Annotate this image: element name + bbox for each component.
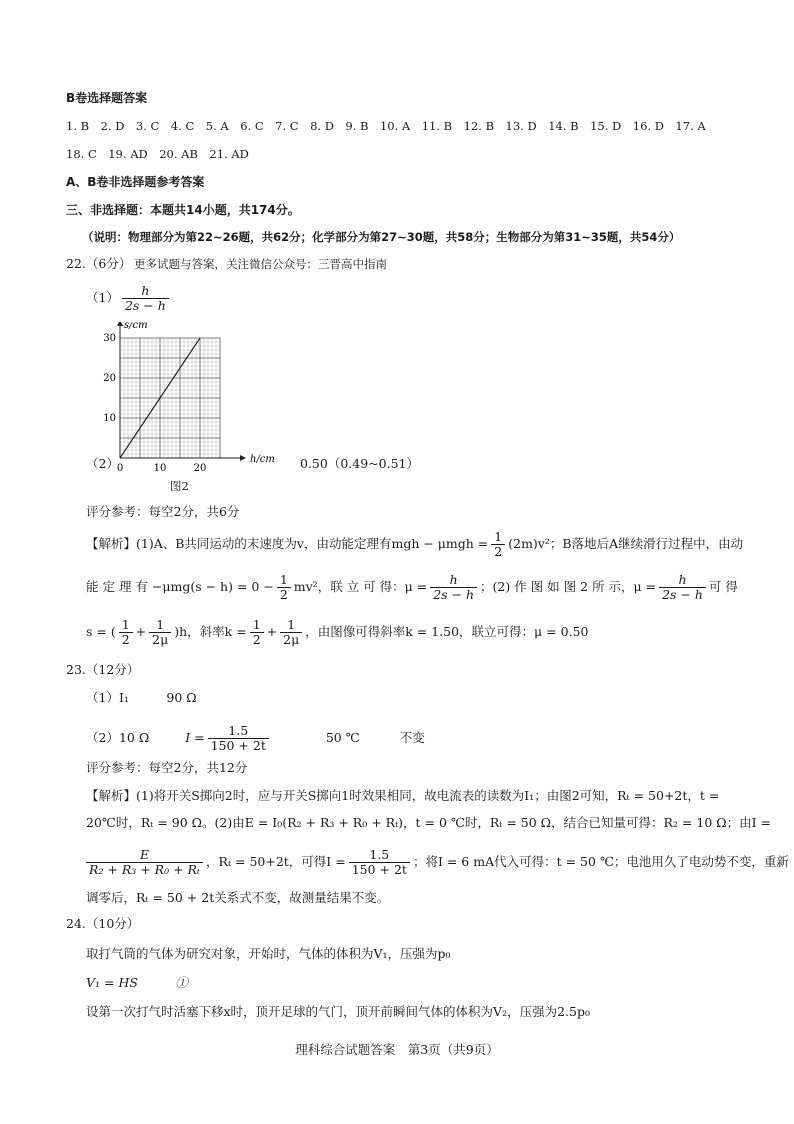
- q22-analysis-line3: [86, 618, 588, 647]
- part-three-heading: 三、非选择题：本题共14小题，共174分。: [66, 203, 300, 217]
- figure-caption: 图2: [170, 479, 189, 493]
- analysis-text: 【解析】(1)A、B共同运动的末速度为v，由动能定理有mgh − μmgh =: [86, 536, 489, 551]
- fraction: [349, 848, 410, 877]
- q23-analysis-line1: 【解析】(1)将开关S掷向2时，应与开关S掷向1时效果相同，故电流表的读数为I₁；由图2可知，Rₜ = 50+2t，t =: [86, 788, 720, 803]
- fraction-numerator: 1: [250, 618, 264, 633]
- analysis-text: mv²，联 立 可 得：μ =: [293, 579, 428, 594]
- q22-item1: [86, 284, 172, 313]
- q24-line1: 取打气筒的气体为研究对象，开始时，气体的体积为V₁，压强为p₀: [86, 946, 451, 961]
- fraction-denominator: 2μ: [152, 632, 169, 647]
- fraction-numerator: 1: [119, 618, 133, 633]
- analysis-text: ；将I = 6 mA代入可得：t = 50 ℃；电池用久了电动势不变，重新: [412, 854, 789, 869]
- fraction-numerator: h: [430, 573, 477, 588]
- fraction: [119, 618, 133, 647]
- q24-line3: 设第一次打气时活塞下移x时，顶开足球的气门，顶开前瞬间气体的体积为V₂，压强为2.5p₀: [86, 1004, 590, 1019]
- fraction-denominator: 2: [279, 587, 288, 602]
- fraction-denominator: 150 + 2t: [351, 862, 407, 877]
- q22-item2-answer: 0.50（0.49~0.51）: [300, 456, 419, 471]
- answers-row-2: 18. C 19. AD 20. AB 21. AD: [66, 147, 249, 161]
- y-tick-label: 20: [103, 373, 116, 384]
- subject-note: （说明：物理部分为第22~26题，共62分；化学部分为第27~30题，共58分；生物部分为第31~35题，共54分）: [82, 230, 681, 244]
- x-axis-arrow: [240, 455, 246, 461]
- s-h-chart: [96, 322, 296, 482]
- fraction-numerator: h: [122, 284, 169, 299]
- analysis-text: 可 得: [708, 579, 738, 594]
- analysis-text: s = (: [86, 624, 116, 639]
- fraction-denominator: 150 + 2t: [210, 738, 266, 753]
- q23-label: 23.（12分）: [66, 662, 140, 677]
- fraction: [149, 618, 171, 647]
- fraction-denominator: 2: [121, 632, 130, 647]
- fraction: [280, 618, 302, 647]
- item1-prefix: （1）: [86, 290, 119, 305]
- analysis-text: 能 定 理 有 −μmg(s − h) = 0 −: [86, 579, 274, 594]
- q22-scoring: 评分参考：每空2分，共6分: [86, 504, 240, 519]
- fraction-numerator: 1: [277, 573, 291, 588]
- fraction-numerator: 1.5: [208, 724, 269, 739]
- fraction-denominator: 2: [252, 632, 261, 647]
- q23-item2: [86, 724, 425, 753]
- q23-analysis-line4: 调零后，Rₜ = 50 + 2t关系式不变，故测量结果不变。: [86, 890, 390, 905]
- q23-analysis-line2: 20℃时，Rₜ = 90 Ω。(2)由E = I₀(R₂ + R₃ + R₀ + Rₜ)，t = 0 ℃时，Rₜ = 50 Ω，结合已知量可得：R₂ = 10 Ω；由I =: [86, 815, 772, 830]
- item1-fraction: [122, 284, 169, 313]
- operator: +: [266, 624, 278, 639]
- current-symbol: I =: [185, 730, 205, 745]
- y-axis-arrow: [117, 322, 123, 326]
- q22-item2-prefix: （2）: [86, 456, 119, 471]
- y-tick-label: 30: [103, 333, 116, 344]
- fraction-denominator: R₂ + R₃ + R₀ + Rₜ: [89, 862, 201, 877]
- q23-analysis-line3: [86, 848, 789, 877]
- fraction-numerator: E: [86, 848, 203, 863]
- y-tick-label: 10: [103, 413, 116, 424]
- chart-grid: [120, 338, 220, 458]
- analysis-text: (2m)v²；B落地后A继续滑行过程中，由动: [508, 536, 744, 551]
- answers-row-1: 1. B 2. D 3. C 4. C 5. A 6. C 7. C 8. D 9. B 10. A 11. B 12. B 13. D 14. B 15. D 16. D 17. A: [66, 119, 706, 133]
- fraction-denominator: 2μ: [283, 632, 300, 647]
- fraction: [250, 618, 264, 647]
- watermark-text: 更多试题与答案，关注微信公众号：三晋高中指南: [134, 257, 387, 271]
- fraction: [208, 724, 269, 753]
- operator: +: [135, 624, 147, 639]
- fraction-denominator: 2: [494, 544, 503, 559]
- q22-label: 22.（6分）: [66, 256, 132, 271]
- fraction: [491, 530, 505, 559]
- fraction-denominator: 2s − h: [124, 298, 166, 313]
- q24-equation1: V₁ = HS ①: [86, 975, 188, 990]
- fraction-numerator: h: [659, 573, 706, 588]
- fraction: [277, 573, 291, 602]
- x-tick-label: 0: [116, 463, 124, 474]
- ab-section-title: A、B卷非选择题参考答案: [66, 175, 205, 189]
- q22-analysis-line1: [86, 530, 743, 559]
- q22-analysis-line2: [86, 573, 738, 602]
- fraction-numerator: 1: [149, 618, 171, 633]
- fraction: [430, 573, 477, 602]
- q23-item1: （1）I₁ 90 Ω: [86, 690, 197, 705]
- fraction-denominator: 2s − h: [433, 587, 475, 602]
- fraction: [659, 573, 706, 602]
- chart-axes: [117, 322, 246, 461]
- fraction-numerator: 1: [280, 618, 302, 633]
- fraction-numerator: 1: [491, 530, 505, 545]
- unchanged-answer: 不变: [399, 730, 425, 745]
- fraction: [86, 848, 203, 877]
- analysis-text: ，Rₜ = 50+2t，可得I =: [206, 854, 346, 869]
- x-tick-label: 20: [193, 463, 207, 474]
- analysis-text: )h，斜率k =: [174, 624, 247, 639]
- temperature-answer: 50 ℃: [325, 730, 360, 745]
- x-axis-label: h/cm: [250, 454, 275, 465]
- q23-scoring: 评分参考：每空2分，共12分: [86, 760, 248, 775]
- y-axis-label: s/cm: [124, 322, 148, 331]
- page-footer: 理科综合试题答案 第3页（共9页）: [295, 1042, 499, 1057]
- fraction-denominator: 2s − h: [662, 587, 703, 602]
- item2-prefix: （2）10 Ω: [86, 730, 150, 745]
- x-tick-label: 10: [153, 463, 167, 474]
- analysis-text: ；(2) 作 图 如 图 2 所 示，μ =: [480, 579, 657, 594]
- b-section-title: B卷选择题答案: [66, 91, 148, 105]
- analysis-text: ，由图像可得斜率k = 1.50，联立可得：μ = 0.50: [305, 624, 589, 639]
- q24-label: 24.（10分）: [66, 916, 140, 931]
- fraction-numerator: 1.5: [349, 848, 410, 863]
